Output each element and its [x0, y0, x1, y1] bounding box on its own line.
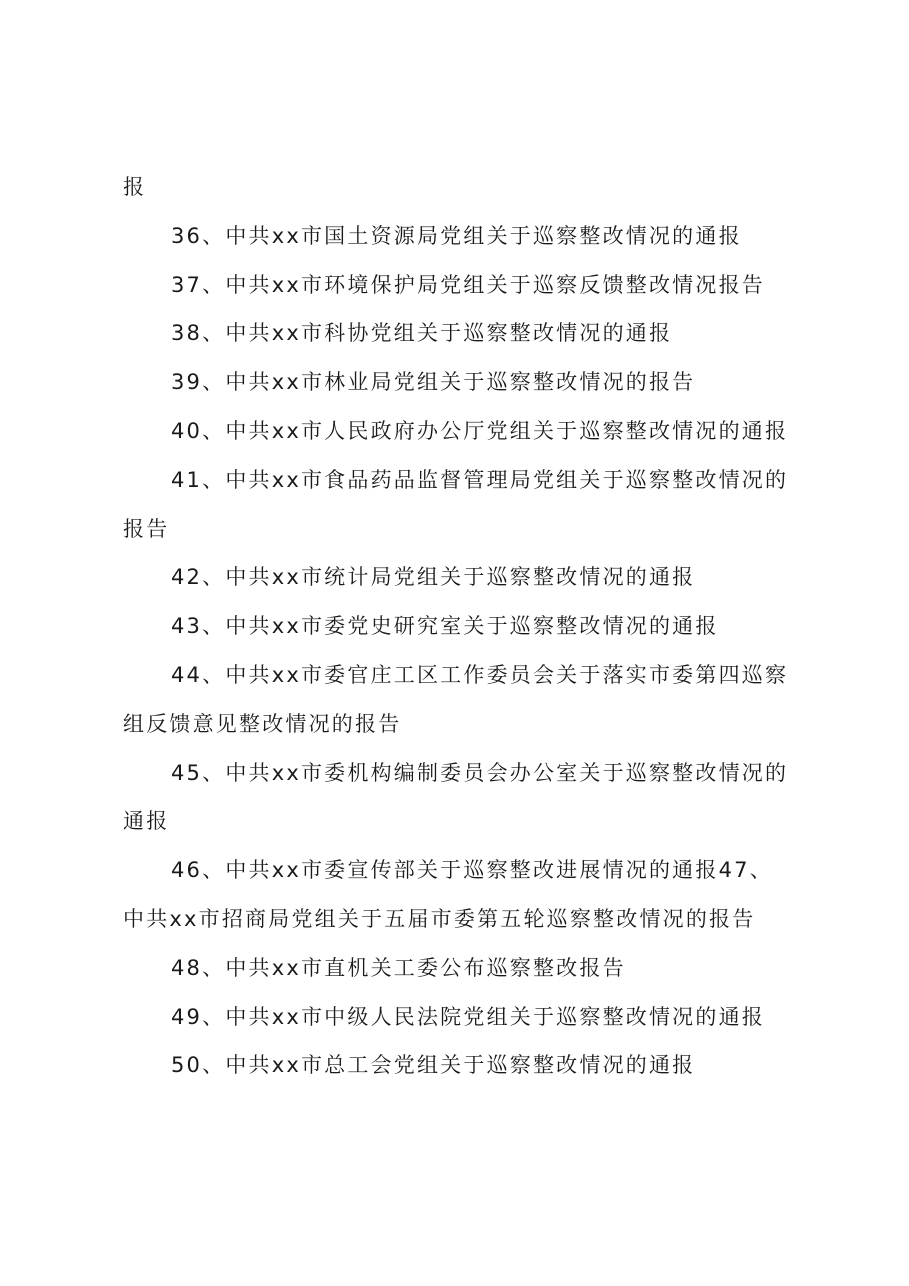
- paragraph-item-39: 39、中共xx市林业局党组关于巡察整改情况的报告: [171, 370, 696, 395]
- paragraph-item-49: 49、中共xx市中级人民法院党组关于巡察整改情况的通报: [171, 1004, 765, 1029]
- paragraph-item-37: 37、中共xx市环境保护局党组关于巡察反馈整改情况报告: [171, 272, 765, 297]
- paragraph-item-50: 50、中共xx市总工会党组关于巡察整改情况的通报: [171, 1053, 696, 1078]
- paragraph-item-43: 43、中共xx市委党史研究室关于巡察整改情况的通报: [171, 614, 719, 639]
- paragraph-item-44: 44、中共xx市委官庄工区工作委员会关于落实市委第四巡察组反馈意见整改情况的报告: [123, 662, 789, 736]
- paragraph-item-40: 40、中共xx市人民政府办公厅党组关于巡察整改情况的通报: [171, 418, 789, 443]
- paragraph-item-41: 41、中共xx市食品药品监督管理局党组关于巡察整改情况的报告: [123, 467, 789, 541]
- paragraph-item-46-47: 46、中共xx市委宣传部关于巡察整改进展情况的通报47、中共xx市招商局党组关于五届市委第五轮巡察整改情况的报告: [123, 858, 773, 931]
- document-body: [123, 163, 795, 1090]
- paragraph-item-38: 38、中共xx市科协党组关于巡察整改情况的通报: [171, 321, 673, 346]
- paragraph-item-42: 42、中共xx市统计局党组关于巡察整改情况的通报: [171, 565, 696, 590]
- paragraph-continuation: 报: [123, 175, 147, 199]
- paragraph-item-36: 36、中共xx市国土资源局党组关于巡察整改情况的通报: [171, 223, 742, 248]
- paragraph-item-48: 48、中共xx市直机关工委公布巡察整改报告: [171, 955, 626, 980]
- paragraph-item-45: 45、中共xx市委机构编制委员会办公室关于巡察整改情况的通报: [123, 760, 789, 834]
